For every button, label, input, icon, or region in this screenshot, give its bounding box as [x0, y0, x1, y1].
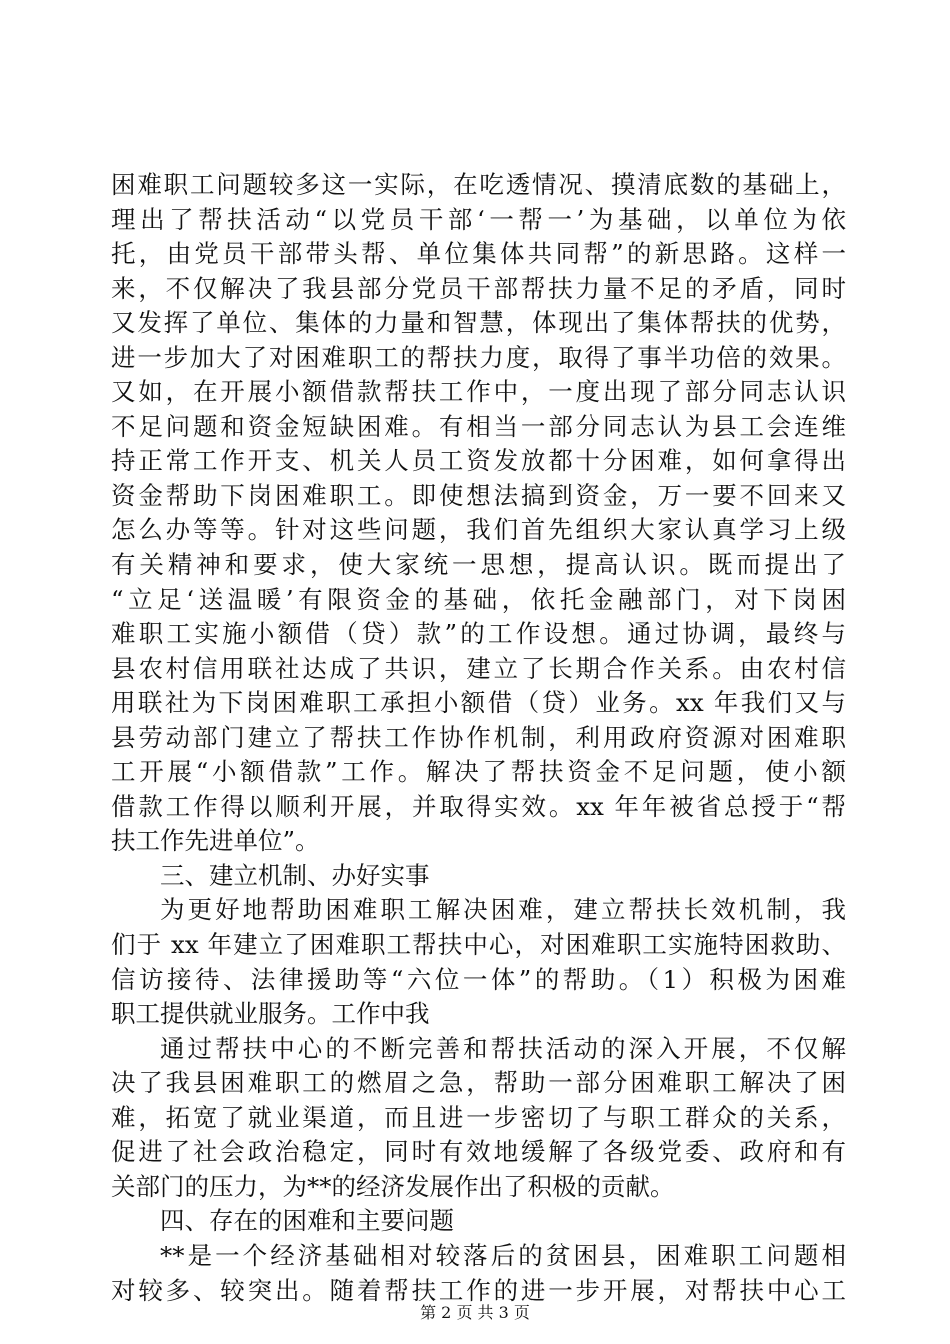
paragraph-line: 用联社为下岗困难职工承担小额借（贷）业务。xx 年我们又与 [111, 688, 846, 718]
paragraph-line: 对较多、较突出。随着帮扶工作的进一步开展，对帮扶中心工 [111, 1275, 846, 1305]
paragraph-line: 不足问题和资金短缺困难。有相当一部分同志认为县工会连维 [111, 411, 846, 441]
section-heading: 四、存在的困难和主要问题 [160, 1206, 454, 1236]
paragraph-line: “立足‘送温暖’有限资金的基础，依托金融部门，对下岗困 [111, 584, 846, 614]
paragraph-line: 扶工作先进单位”。 [111, 826, 320, 856]
paragraph-line: 县劳动部门建立了帮扶工作协作机制，利用政府资源对困难职 [111, 722, 846, 752]
paragraph-line: 又发挥了单位、集体的力量和智慧，体现出了集体帮扶的优势， [111, 308, 846, 338]
paragraph-line: 借款工作得以顺利开展，并取得实效。xx 年年被省总授于“帮 [111, 791, 846, 821]
paragraph-line: 关部门的压力，为**的经济发展作出了积极的贡献。 [111, 1171, 675, 1201]
paragraph-line: 来，不仅解决了我县部分党员干部帮扶力量不足的矛盾，同时 [111, 273, 846, 303]
paragraph-line: 托，由党员干部带头帮、单位集体共同帮”的新思路。这样一 [111, 239, 846, 269]
paragraph-line: 难，拓宽了就业渠道，而且进一步密切了与职工群众的关系， [111, 1102, 846, 1132]
paragraph-line: 资金帮助下岗困难职工。即使想法搞到资金，万一要不回来又 [111, 480, 846, 510]
paragraph-line: 有关精神和要求，使大家统一思想，提高认识。既而提出了 [111, 550, 846, 580]
page-footer: 第 2 页 共 3 页 [420, 1303, 530, 1322]
paragraph-first-line: **是一个经济基础相对较落后的贫困县，困难职工问题相 [160, 1240, 846, 1270]
paragraph-line: 促进了社会政治稳定，同时有效地缓解了各级党委、政府和有 [111, 1137, 846, 1167]
paragraph-line: 怎么办等等。针对这些问题，我们首先组织大家认真学习上级 [111, 515, 846, 545]
paragraph-line: 职工提供就业服务。工作中我 [111, 999, 430, 1029]
paragraph-first-line: 通过帮扶中心的不断完善和帮扶活动的深入开展，不仅解 [160, 1033, 846, 1063]
paragraph-line: 持正常工作开支、机关人员工资发放都十分困难，如何拿得出 [111, 446, 846, 476]
paragraph-line: 又如，在开展小额借款帮扶工作中，一度出现了部分同志认识 [111, 377, 846, 407]
paragraph-line: 难职工实施小额借（贷）款”的工作设想。通过协调，最终与 [111, 619, 846, 649]
paragraph-line: 信访接待、法律援助等“六位一体”的帮助。（1）积极为困难 [111, 964, 846, 994]
paragraph-line: 进一步加大了对困难职工的帮扶力度，取得了事半功倍的效果。 [111, 342, 846, 372]
body-text [111, 168, 846, 1308]
paragraph-line: 决了我县困难职工的燃眉之急，帮助一部分困难职工解决了困 [111, 1068, 846, 1098]
paragraph-line: 县农村信用联社达成了共识，建立了长期合作关系。由农村信 [111, 653, 846, 683]
section-heading: 三、建立机制、办好实事 [160, 860, 430, 890]
paragraph-line: 工开展“小额借款”工作。解决了帮扶资金不足问题，使小额 [111, 757, 846, 787]
paragraph-line: 理出了帮扶活动“以党员干部‘一帮一’为基础，以单位为依 [111, 204, 846, 234]
paragraph-line: 困难职工问题较多这一实际，在吃透情况、摸清底数的基础上， [111, 170, 846, 199]
paragraph-first-line: 为更好地帮助困难职工解决困难，建立帮扶长效机制，我 [160, 895, 846, 925]
paragraph-line: 们于 xx 年建立了困难职工帮扶中心，对困难职工实施特困救助、 [111, 930, 846, 960]
